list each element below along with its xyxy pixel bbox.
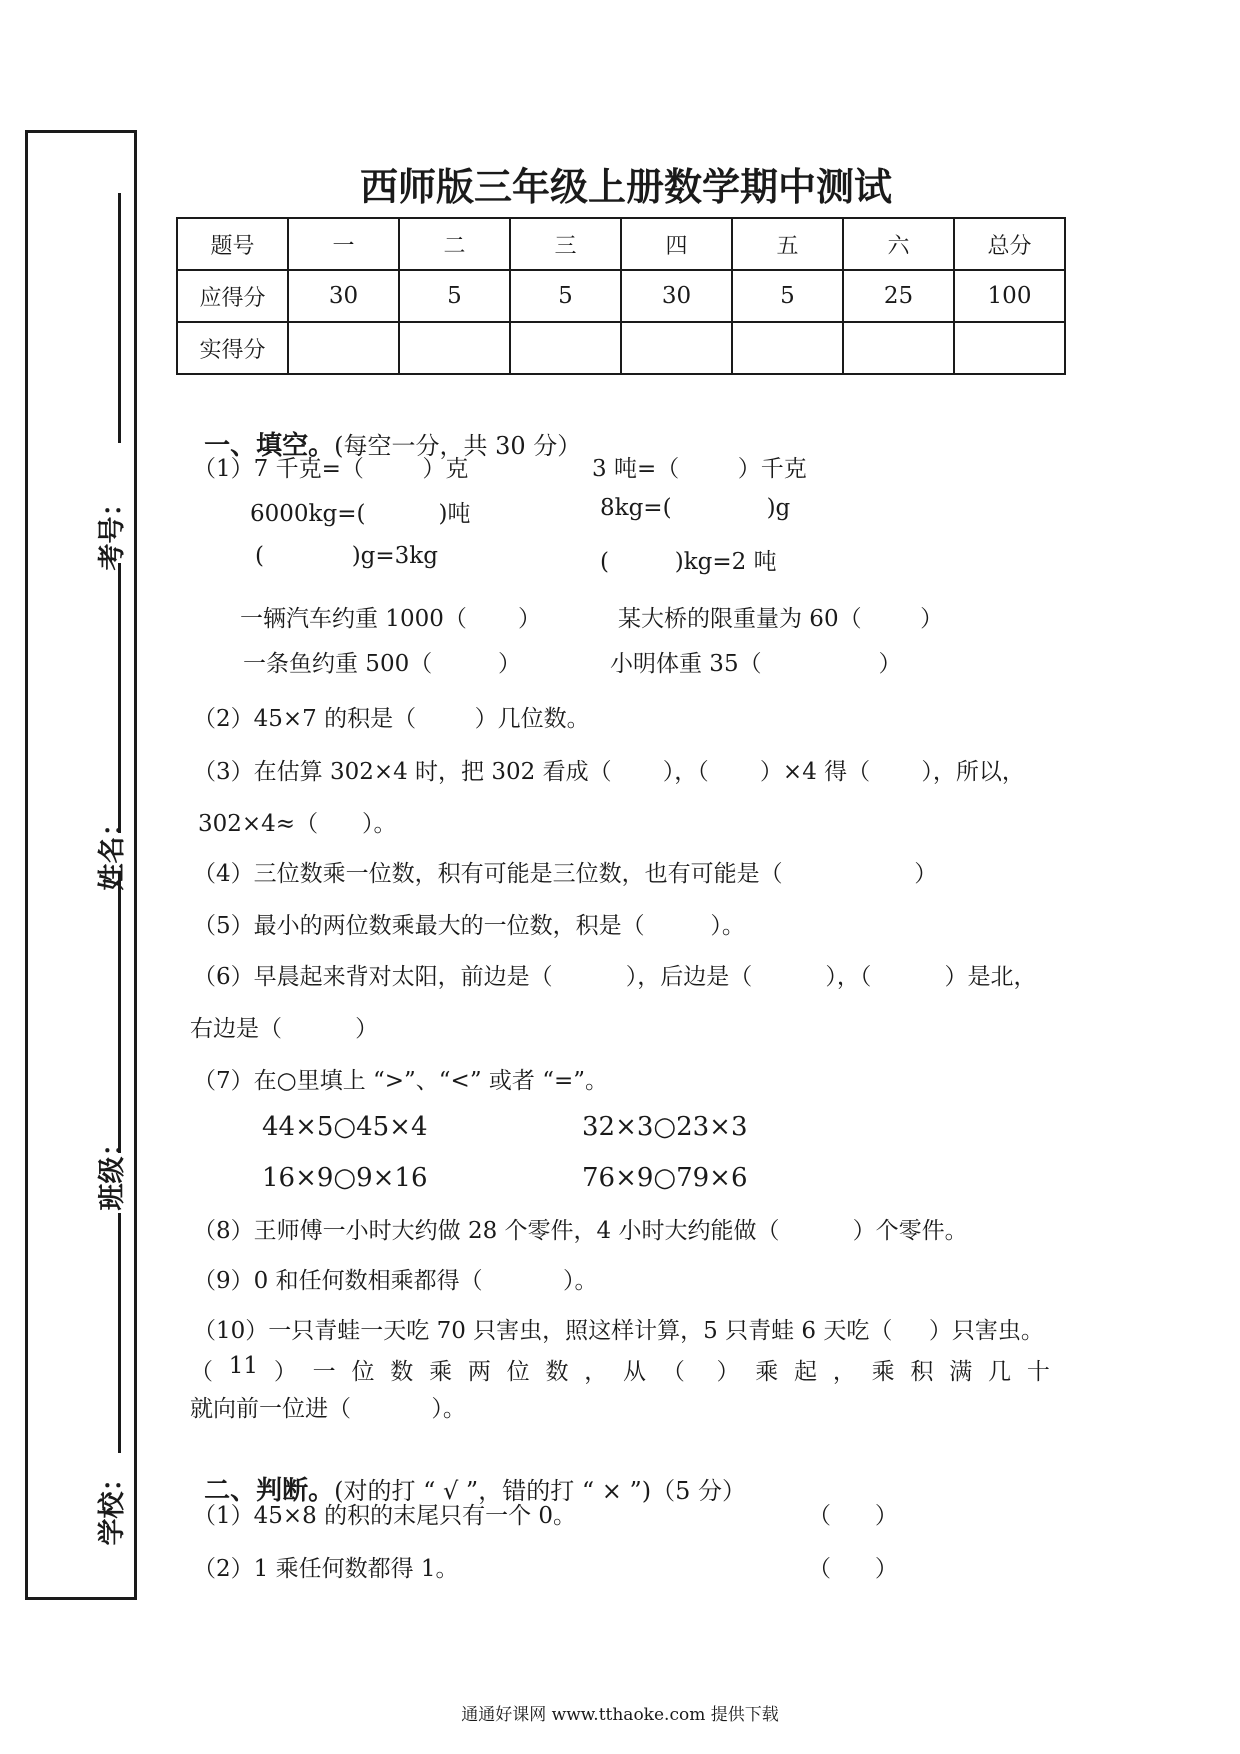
- q11-char: 乘: [429, 1359, 453, 1385]
- q1-line-e: ( )g=3kg: [255, 543, 438, 569]
- q11-char: 从: [623, 1359, 647, 1385]
- table-header-cell: 四: [621, 218, 732, 270]
- q1-line-c: 6000kg=( )吨: [250, 501, 471, 527]
- question-10: （10）一只青蛙一天吃 70 只害虫，照这样计算，5 只青蛙 6 天吃（ ）只害虫。: [193, 1318, 1044, 1344]
- question-7: （7）在○里填上 “>”、“<” 或者 “=”。: [193, 1068, 608, 1094]
- q11-char: 起: [794, 1359, 818, 1385]
- q7-comparison-2: 32×3○23×3: [582, 1112, 748, 1142]
- q11-char: ）: [716, 1359, 740, 1385]
- q11-char: 一: [312, 1359, 336, 1385]
- class-label: 班级：: [97, 1129, 128, 1211]
- q11-char: 满: [949, 1359, 973, 1385]
- question-5: （5）最小的两位数乘最大的一位数，积是（ ）。: [193, 913, 745, 939]
- q11-char: 乘: [755, 1359, 779, 1385]
- judge-item-2: （2）1 乘任何数都得 1。: [193, 1556, 459, 1582]
- q1-line-f: ( )kg=2 吨: [600, 549, 777, 575]
- q11-char: 位: [506, 1359, 530, 1385]
- score-input-cell[interactable]: [288, 322, 399, 374]
- table-row: [177, 218, 1065, 270]
- q1-line-i: 一条鱼约重 500（ ）: [243, 651, 522, 677]
- class-line: [118, 873, 121, 1153]
- table-cell: 5: [732, 270, 843, 322]
- score-input-cell[interactable]: [954, 322, 1065, 374]
- name-line: [118, 563, 121, 833]
- q1-line-j: 小明体重 35（ ）: [610, 651, 902, 677]
- question-9: （9）0 和任何数相乘都得（ ）。: [193, 1268, 598, 1294]
- school-label: 学校：: [97, 1464, 128, 1546]
- table-header-cell: 六: [843, 218, 954, 270]
- q1-line-g: 一辆汽车约重 1000（ ）: [240, 606, 542, 632]
- q11-char: 两: [467, 1359, 491, 1385]
- q7-comparison-1: 44×5○45×4: [262, 1112, 428, 1142]
- table-row: [177, 322, 1065, 374]
- question-3-line-1: （3）在估算 302×4 时，把 302 看成（ ），（ ）×4 得（ ），所以，: [193, 759, 1025, 785]
- table-cell: 100: [954, 270, 1065, 322]
- q11-char: ）: [273, 1359, 297, 1385]
- table-header-cell: 总分: [954, 218, 1065, 270]
- q11-char: 几: [988, 1359, 1012, 1385]
- table-row: [177, 270, 1065, 322]
- question-8: （8）王师傅一小时大约做 28 个零件，4 小时大约能做（ ）个零件。: [193, 1218, 968, 1244]
- question-11-line-2: 就向前一位进（ ）。: [190, 1396, 466, 1422]
- q7-comparison-3: 16×9○9×16: [262, 1163, 428, 1193]
- q11-char: ，: [584, 1359, 608, 1385]
- section-1-title: 一、填空。: [204, 431, 335, 461]
- score-input-cell[interactable]: [732, 322, 843, 374]
- q11-char: 积: [910, 1359, 934, 1385]
- table-header-cell: 一: [288, 218, 399, 270]
- judge-answer-1[interactable]: （ ）: [808, 1503, 898, 1529]
- q1-line-d: 8kg=( )g: [600, 495, 791, 521]
- judge-answer-2[interactable]: （ ）: [808, 1556, 898, 1582]
- q11-char: 乘: [871, 1359, 895, 1385]
- exam-no-label: 考号：: [97, 489, 128, 571]
- table-cell: 5: [399, 270, 510, 322]
- score-input-cell[interactable]: [621, 322, 732, 374]
- school-line: [118, 1213, 121, 1453]
- table-cell: 30: [288, 270, 399, 322]
- exam-no-line: [118, 193, 121, 443]
- q11-char: 十: [1026, 1359, 1050, 1385]
- q1-line-a: （1）7 千克=（ ）克: [193, 456, 469, 482]
- table-cell: 应得分: [177, 270, 288, 322]
- table-cell: 30: [621, 270, 732, 322]
- q11-char: （: [190, 1359, 213, 1385]
- score-input-cell[interactable]: [399, 322, 510, 374]
- q11-char: 数: [390, 1359, 414, 1385]
- score-table: [176, 217, 1066, 375]
- judge-item-1: （1）45×8 的积的末尾只有一个 0。: [193, 1503, 577, 1529]
- question-4: （4）三位数乘一位数，积有可能是三位数，也有可能是（ ）: [193, 861, 938, 887]
- table-header-cell: 二: [399, 218, 510, 270]
- table-cell: 25: [843, 270, 954, 322]
- question-3-line-2: 302×4≈（ ）。: [198, 811, 397, 837]
- q11-char: （: [661, 1359, 685, 1385]
- table-header-cell: 题号: [177, 218, 288, 270]
- q7-comparison-4: 76×9○79×6: [582, 1163, 748, 1193]
- footer-credit: 通通好课网 www.tthaoke.com 提供下载: [461, 1705, 779, 1725]
- table-header-cell: 三: [510, 218, 621, 270]
- section-2-title: 二、判断。: [204, 1476, 335, 1506]
- question-11-line-1: [190, 1353, 1050, 1386]
- q11-char: ，: [832, 1359, 856, 1385]
- q11-char: 数: [545, 1359, 569, 1385]
- name-label: 姓名：: [97, 809, 128, 891]
- q11-char: 11: [228, 1353, 259, 1379]
- question-2: （2）45×7 的积是（ ）几位数。: [193, 706, 590, 732]
- binding-strip: [25, 130, 137, 1600]
- section-1-note: (每空一分，共 30 分）: [334, 432, 582, 460]
- section-2-note: (对的打 “ √ ”，错的打 “ × ”)（5 分）: [334, 1477, 747, 1505]
- q11-char: 位: [351, 1359, 375, 1385]
- question-6-line-2: 右边是（ ）: [190, 1016, 379, 1042]
- q1-line-h: 某大桥的限重量为 60（ ）: [618, 606, 944, 632]
- score-input-cell[interactable]: [843, 322, 954, 374]
- score-input-cell[interactable]: [510, 322, 621, 374]
- question-6-line-1: （6）早晨起来背对太阳，前边是（ ），后边是（ ），（ ）是北，: [193, 964, 1037, 990]
- table-cell: 实得分: [177, 322, 288, 374]
- q1-line-b: 3 吨=（ ）千克: [592, 456, 807, 482]
- table-header-cell: 五: [732, 218, 843, 270]
- page-title: 西师版三年级上册数学期中测试: [359, 165, 892, 209]
- table-cell: 5: [510, 270, 621, 322]
